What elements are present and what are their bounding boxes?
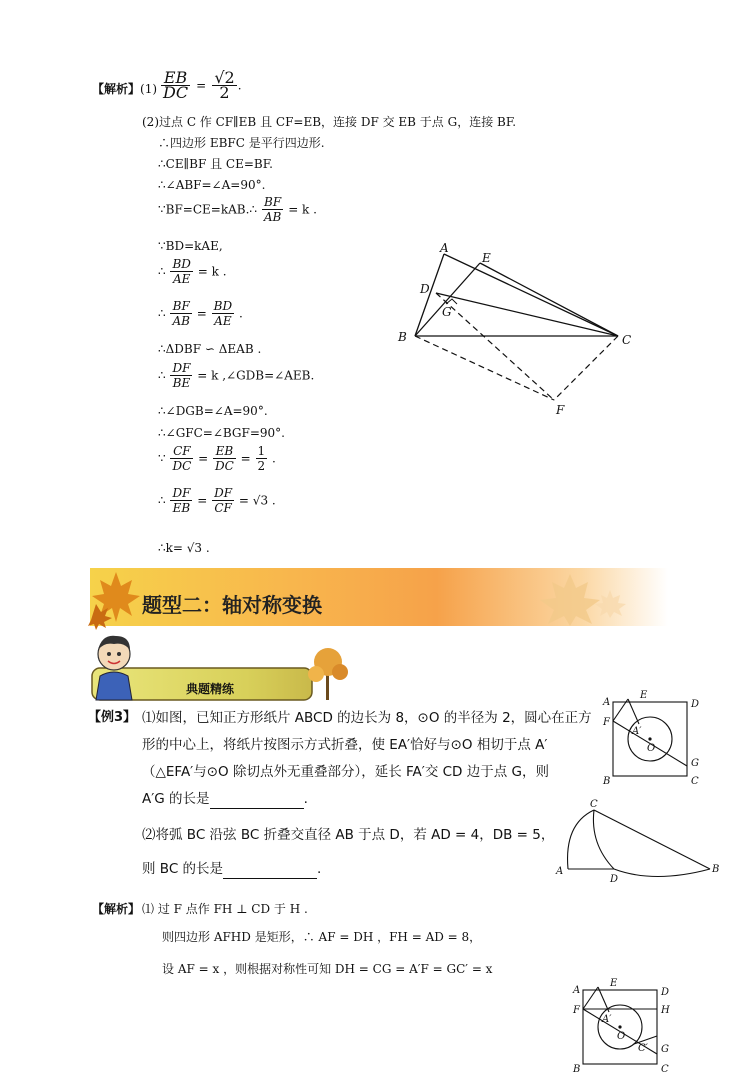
- solution1-line5: ∴∠ABF=∠A=90°.: [158, 178, 266, 192]
- label-G: G: [661, 1044, 669, 1055]
- section-title: 题型二：轴对称变换: [142, 593, 322, 617]
- label-D: D: [610, 874, 619, 884]
- label-O: O: [617, 1031, 626, 1042]
- solution1-line8: ∴ $\frac{BD}{AE}$ = k .: [158, 257, 227, 286]
- label-F: F: [573, 1005, 580, 1016]
- answer-blank-2[interactable]: [223, 860, 317, 879]
- solution1-line16: ∴k= √3 .: [158, 541, 210, 555]
- label-C: C: [590, 799, 598, 810]
- label-A: A: [556, 866, 564, 877]
- label-B: B: [603, 776, 611, 787]
- solution1-line14: ∵ $\frac{CF}{DC}$ = $\frac{EB}{DC}$ = $\frac{1}{2}$ .: [158, 444, 276, 473]
- solution1-line15: ∴ $\frac{DF}{EB}$ = $\frac{DF}{CF}$ = √3 .: [158, 486, 276, 515]
- figure3-diagram: [550, 796, 725, 884]
- label-Cprime: C′: [638, 1043, 648, 1054]
- fraction: $\frac{DF}{CF}$: [214, 486, 233, 515]
- label-C: C: [691, 776, 699, 787]
- solution1-line13: ∴∠GFC=∠BGF=90°.: [158, 426, 285, 440]
- fraction: $\frac{BF}{AB}$: [172, 299, 190, 328]
- label-C: C: [661, 1064, 669, 1074]
- label-D: D: [661, 987, 670, 998]
- label-F: F: [556, 403, 565, 417]
- label-O: O: [647, 743, 656, 754]
- fraction: $\frac{DF}{BE}$: [172, 361, 191, 390]
- label-F: F: [603, 717, 610, 728]
- solution2-label: 【解析】: [92, 902, 141, 916]
- example3-label: 【例3】: [88, 710, 137, 725]
- example3-p1-line4: A′G 的长是 .: [142, 791, 308, 807]
- solution2-line3: 设 AF = x ，则根据对称性可知 DH = CG = A′F = GC′ = x: [162, 962, 493, 976]
- solution1-line2: (2)过点 C 作 CF∥EB 且 CF=EB，连接 DF 交 EB 于点 G，连接 BF.: [142, 115, 517, 129]
- solution1-label: 【解析】(1): [92, 82, 158, 96]
- solution1-line4: ∴CE∥BF 且 CE=BF.: [158, 157, 273, 171]
- fraction: $\frac{BD}{AE}$: [172, 257, 191, 286]
- solution1-eq1: $\frac{EB}{DC}$ = $\frac{√2}{2}$ .: [163, 68, 242, 102]
- solution2-line1: ⑴ 过 F 点作 FH ⊥ CD 于 H .: [142, 902, 308, 916]
- solution1-line12: ∴∠DGB=∠A=90°.: [158, 404, 268, 418]
- answer-blank-1[interactable]: [210, 790, 304, 809]
- solution2-line2: 则四边形 AFHD 是矩形，∴ AF = DH ，FH = AD = 8，: [162, 930, 482, 944]
- label-A: A: [440, 241, 449, 255]
- fraction: $\frac{DF}{EB}$: [172, 486, 191, 515]
- label-Aprime: A′: [632, 726, 642, 737]
- example3-p1-line2: 形的中心上，将纸片按图示方式折叠，使 EA′恰好与⊙O 相切于点 A′: [142, 737, 548, 753]
- fraction: $\frac{EB}{DC}$: [163, 68, 189, 102]
- maple-leaf-watermark-icon: [520, 570, 630, 626]
- solution1-line3: ∴四边形 EBFC 是平行四边形.: [158, 136, 325, 150]
- label-Aprime: A′: [602, 1014, 612, 1025]
- typical-problems-label: 典题精练: [186, 682, 235, 696]
- solution1-line10: ∴ΔDBF ∽ ΔEAB .: [158, 342, 262, 356]
- solution1-line9: ∴ $\frac{BF}{AB}$ = $\frac{BD}{AE}$ .: [158, 299, 243, 328]
- fraction: $\frac{√2}{2}$: [214, 68, 235, 102]
- label-B: B: [573, 1064, 581, 1074]
- label-H: H: [661, 1005, 670, 1016]
- label-B: B: [712, 864, 720, 875]
- label-E: E: [640, 690, 648, 701]
- example3-p2-line2: 则 BC 的长是 .: [142, 861, 322, 877]
- figure4-diagram: [564, 976, 674, 1074]
- label-G: G: [691, 758, 699, 769]
- maple-leaf-icon: [88, 564, 148, 630]
- figure1-diagram: [390, 238, 640, 418]
- example3-p1-line3: （△EFA′与⊙O 除切点外无重叠部分），延长 FA′交 CD 边于点 G，则: [142, 764, 549, 780]
- label-E: E: [610, 978, 618, 989]
- label-A: A: [603, 697, 611, 708]
- example3-p2-line1: ⑵将弧 BC 沿弦 BC 折叠交直径 AB 于点 D，若 AD = 4，DB = 5，: [142, 827, 555, 843]
- fraction: $\frac{CF}{DC}$: [172, 444, 192, 473]
- fraction: $\frac{BD}{AE}$: [213, 299, 233, 328]
- figure2-diagram: [598, 686, 708, 790]
- fraction: $\frac{BF}{AB}$: [263, 195, 282, 224]
- solution1-line6: ∵BF=CE=kAB.∴ $\frac{BF}{AB}$ = k .: [158, 195, 317, 224]
- solution1-line11: ∴ $\frac{DF}{BE}$ = k ,∠GDB=∠AEB.: [158, 361, 315, 390]
- label-D: D: [420, 282, 430, 296]
- fraction: $\frac{1}{2}$: [257, 444, 266, 473]
- label-B: B: [398, 330, 407, 344]
- label-D: D: [691, 699, 700, 710]
- label-C: C: [622, 333, 632, 347]
- fraction: $\frac{EB}{DC}$: [215, 444, 234, 473]
- label-G: G: [442, 305, 452, 319]
- example3-p1-line1: ⑴如图，已知正方形纸片 ABCD 的边长为 8，⊙O 的半径为 2，圆心在正方: [142, 710, 592, 726]
- solution1-line7: ∵BD=kAE,: [158, 239, 223, 253]
- label-A: A: [573, 985, 581, 996]
- label-E: E: [482, 251, 491, 265]
